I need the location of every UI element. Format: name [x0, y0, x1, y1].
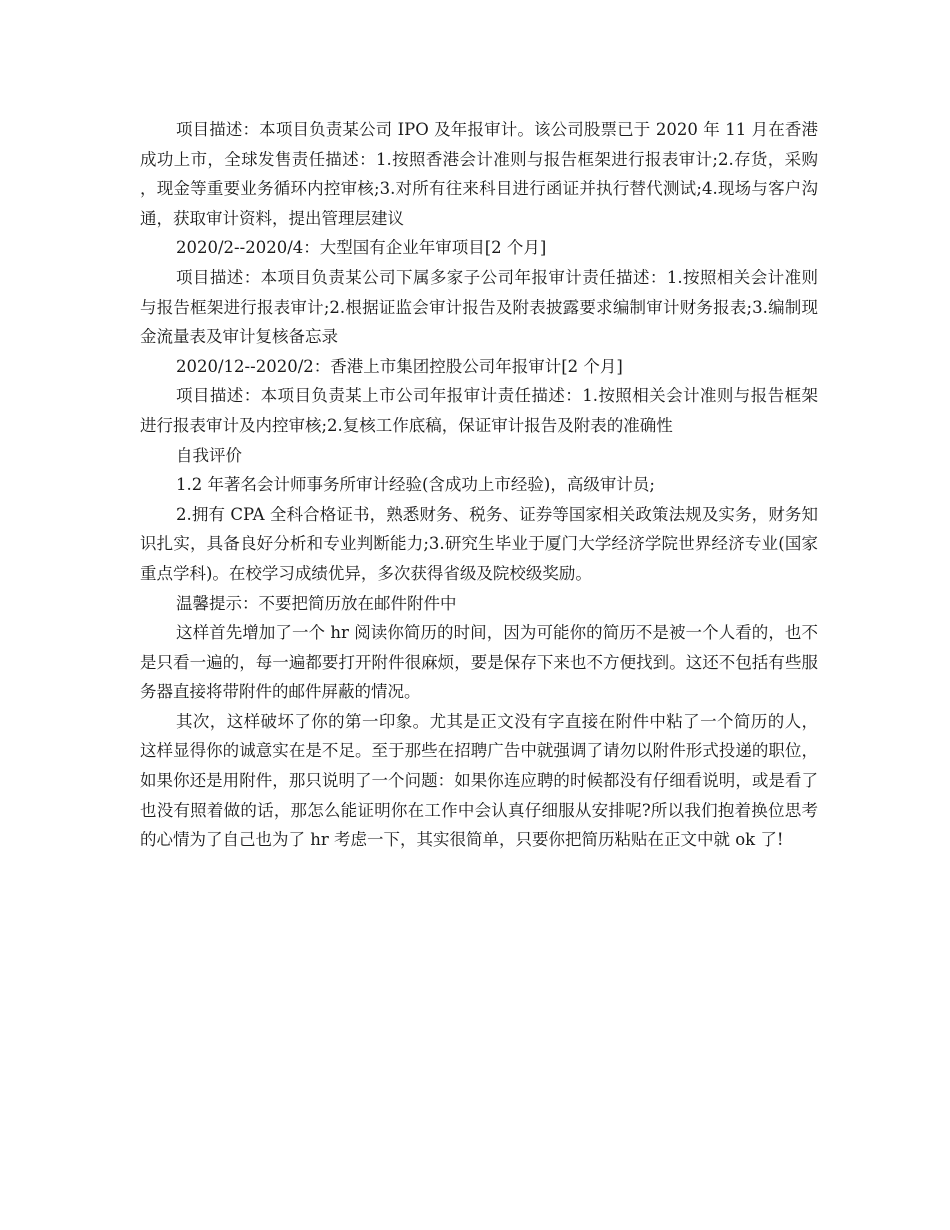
paragraph-self-evaluation-2: 2.拥有 CPA 全科合格证书，熟悉财务、税务、证券等国家相关政策法规及实务，财务知识扎实，具备良好分析和专业判断能力;3.研究生毕业于厦门大学经济学院世界经济专业(国家重点学科)。在校学习成绩优异，多次获得省级及院校级奖励。	[140, 504, 818, 583]
paragraph-project-ipo: 项目描述：本项目负责某公司 IPO 及年报审计。该公司股票已于 2020 年 11 月在香港成功上市，全球发售责任描述：1.按照香港会计准则与报告框架进行报表审计;2.存货，采购，现金等重要业务循环内控审核;3.对所有往来科目进行函证并执行替代测试;4.现场与客户沟通，获取审计资料，提出管理层建议	[140, 120, 818, 228]
paragraph-tip-heading: 温馨提示：不要把简历放在邮件附件中	[176, 593, 457, 613]
paragraph-period-hk-group: 2020/12--2020/2：香港上市集团控股公司年报审计[2 个月]	[176, 356, 623, 376]
paragraph-self-evaluation-1: 1.2 年著名会计师事务所审计经验(含成功上市经验)，高级审计员;	[176, 475, 655, 495]
paragraph-tip-reason-1: 这样首先增加了一个 hr 阅读你简历的时间，因为可能你的简历不是被一个人看的，也不是只看一遍的，每一遍都要打开附件很麻烦，要是保存下来也不方便找到。这还不包括有些服务器直接将带附件的邮件屏蔽的情况。	[140, 623, 818, 702]
paragraph-project-listed-company: 项目描述：本项目负责某上市公司年报审计责任描述：1.按照相关会计准则与报告框架进行报表审计及内控审核;2.复核工作底稿，保证审计报告及附表的准确性	[140, 386, 818, 435]
paragraph-project-subsidiaries: 项目描述：本项目负责某公司下属多家子公司年报审计责任描述：1.按照相关会计准则与报告框架进行报表审计;2.根据证监会审计报告及附表披露要求编制审计财务报表;3.编制现金流量表及审计复核备忘录	[140, 267, 818, 347]
paragraph-period-soe-audit: 2020/2--2020/4：大型国有企业年审项目[2 个月]	[176, 238, 547, 258]
section-heading-self-evaluation: 自我评价	[176, 445, 242, 465]
document-body	[140, 115, 818, 855]
paragraph-tip-reason-2: 其次，这样破坏了你的第一印象。尤其是正文没有字直接在附件中粘了一个简历的人，这样显得你的诚意实在是不足。至于那些在招聘广告中就强调了请勿以附件形式投递的职位，如果你还是用附件，那只说明了一个问题：如果你连应聘的时候都没有仔细看说明，或是看了也没有照着做的话，那怎么能证明你在工作中会认真仔细服从安排呢?所以我们抱着换位思考的心情为了自己也为了 hr 考虑一下，其实很简单，只要你把简历粘贴在正文中就 ok 了!	[140, 711, 818, 850]
